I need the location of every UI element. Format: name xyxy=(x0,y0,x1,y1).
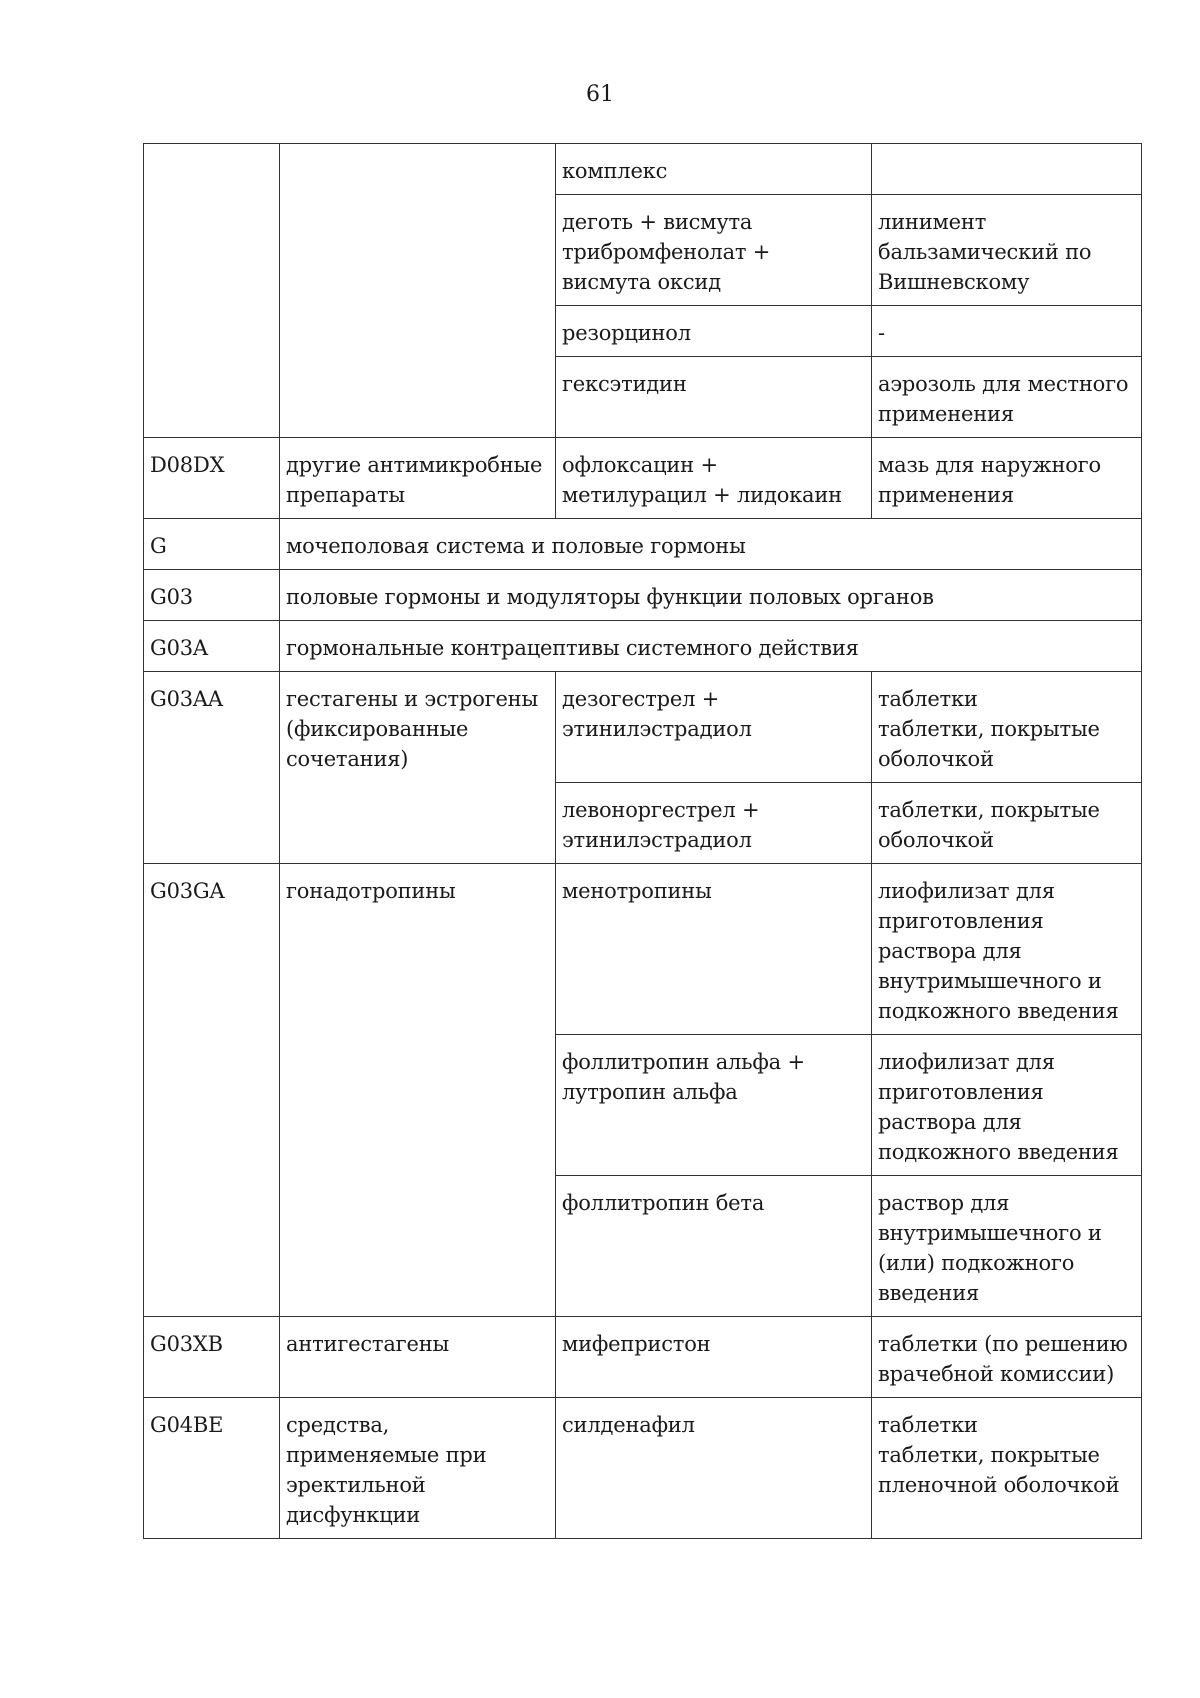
substance-cell: фоллитропин бета xyxy=(556,1176,872,1317)
group-cell: гонадотропины xyxy=(280,864,556,1317)
form-cell: аэрозоль для местного применения xyxy=(872,357,1142,438)
table-row xyxy=(144,1317,1142,1398)
code-cell xyxy=(144,144,280,438)
substance-cell: менотропины xyxy=(556,864,872,1035)
table-row xyxy=(144,672,1142,783)
form-cell: - xyxy=(872,306,1142,357)
section-title-cell: половые гормоны и модуляторы функции половых органов xyxy=(280,570,1142,621)
code-cell: G03 xyxy=(144,570,280,621)
section-title-cell: гормональные контрацептивы системного действия xyxy=(280,621,1142,672)
table-row xyxy=(144,621,1142,672)
table-row xyxy=(144,144,1142,195)
table-row xyxy=(144,1398,1142,1539)
substance-cell: офлоксацин + метилурацил + лидокаин xyxy=(556,438,872,519)
substance-cell: деготь + висмута трибромфенолат + висмута оксид xyxy=(556,195,872,306)
form-cell: лиофилизат для приготовления раствора для внутримышечного и подкожного введения xyxy=(872,864,1142,1035)
substance-cell: силденафил xyxy=(556,1398,872,1539)
form-cell: лиофилизат для приготовления раствора для подкожного введения xyxy=(872,1035,1142,1176)
form-cell: раствор для внутримышечного и (или) подкожного введения xyxy=(872,1176,1142,1317)
code-cell: G03AA xyxy=(144,672,280,864)
table-row xyxy=(144,864,1142,1035)
form-cell: таблетки, покрытые оболочкой xyxy=(872,783,1142,864)
substance-cell: гексэтидин xyxy=(556,357,872,438)
section-title-cell: мочеполовая система и половые гормоны xyxy=(280,519,1142,570)
form-cell: таблетки (по решению врачебной комиссии) xyxy=(872,1317,1142,1398)
substance-cell: резорцинол xyxy=(556,306,872,357)
form-cell: мазь для наружного применения xyxy=(872,438,1142,519)
code-cell: G03A xyxy=(144,621,280,672)
code-cell: G04BE xyxy=(144,1398,280,1539)
form-cell: таблетки таблетки, покрытые пленочной оболочкой xyxy=(872,1398,1142,1539)
substance-cell: комплекс xyxy=(556,144,872,195)
code-cell: G xyxy=(144,519,280,570)
group-cell: гестагены и эстрогены (фиксированные сочетания) xyxy=(280,672,556,864)
page-number: 61 xyxy=(586,82,614,107)
substance-cell: мифепристон xyxy=(556,1317,872,1398)
form-cell: таблетки таблетки, покрытые оболочкой xyxy=(872,672,1142,783)
substance-cell: левоноргестрел + этинилэстрадиол xyxy=(556,783,872,864)
group-cell: антигестагены xyxy=(280,1317,556,1398)
table-row xyxy=(144,519,1142,570)
drug-table xyxy=(143,143,1142,1539)
table-row xyxy=(144,438,1142,519)
group-cell: средства, применяемые при эректильной дисфункции xyxy=(280,1398,556,1539)
substance-cell: дезогестрел + этинилэстрадиол xyxy=(556,672,872,783)
group-cell: другие антимикробные препараты xyxy=(280,438,556,519)
form-cell: линимент бальзамический по Вишневскому xyxy=(872,195,1142,306)
code-cell: G03GA xyxy=(144,864,280,1317)
group-cell xyxy=(280,144,556,438)
code-cell: D08DX xyxy=(144,438,280,519)
table-row xyxy=(144,570,1142,621)
code-cell: G03XB xyxy=(144,1317,280,1398)
form-cell xyxy=(872,144,1142,195)
substance-cell: фоллитропин альфа + лутропин альфа xyxy=(556,1035,872,1176)
